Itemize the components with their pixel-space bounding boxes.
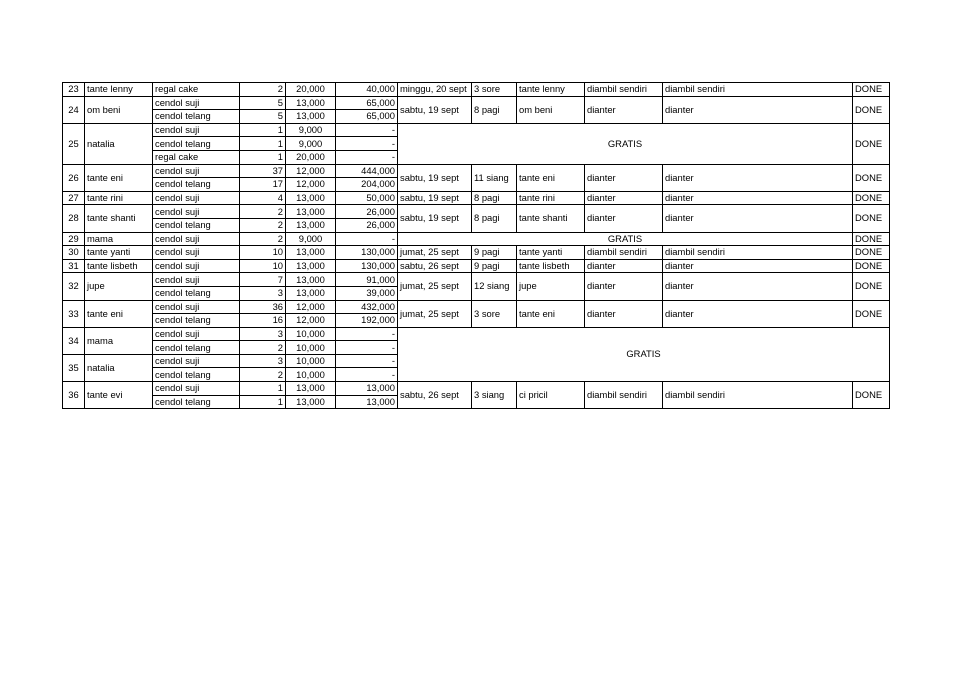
delivery-cell[interactable]: dianter — [663, 273, 853, 300]
time-cell[interactable]: 3 siang — [472, 382, 517, 409]
table-row — [63, 246, 890, 260]
delivery-cell[interactable]: dianter — [663, 300, 853, 327]
quantity-cell[interactable]: 3 — [240, 354, 286, 368]
table-row — [63, 191, 890, 205]
delivery-cell[interactable]: dianter — [585, 259, 663, 273]
delivery-cell[interactable]: dianter — [663, 191, 853, 205]
total-cell[interactable]: - — [336, 354, 398, 368]
price-cell[interactable]: 13,000 — [286, 218, 336, 232]
table-row — [63, 300, 890, 314]
total-cell[interactable]: 130,000 — [336, 246, 398, 260]
total-cell[interactable]: - — [336, 341, 398, 355]
delivery-cell[interactable]: dianter — [585, 191, 663, 205]
delivery-cell[interactable]: diambil sendiri — [585, 83, 663, 97]
table-row — [63, 273, 890, 287]
order-number-cell[interactable]: 30 — [63, 246, 85, 260]
price-cell[interactable]: 12,000 — [286, 164, 336, 178]
total-cell[interactable]: 26,000 — [336, 218, 398, 232]
customer-name-cell[interactable]: tante eni — [85, 300, 153, 327]
quantity-cell[interactable]: 1 — [240, 123, 286, 137]
order-number-cell[interactable]: 33 — [63, 300, 85, 327]
date-cell[interactable]: jumat, 25 sept — [398, 273, 472, 300]
table-row — [63, 205, 890, 219]
time-cell[interactable]: 3 sore — [472, 300, 517, 327]
table-row — [63, 83, 890, 97]
quantity-cell[interactable]: 17 — [240, 178, 286, 192]
customer-name-cell[interactable]: tante yanti — [85, 246, 153, 260]
product-cell[interactable]: cendol suji — [153, 96, 240, 110]
product-cell[interactable]: cendol suji — [153, 273, 240, 287]
quantity-cell[interactable]: 2 — [240, 218, 286, 232]
status-cell[interactable]: DONE — [853, 205, 890, 232]
product-cell[interactable]: cendol suji — [153, 382, 240, 396]
table-row — [63, 259, 890, 273]
customer-name-cell[interactable]: tante rini — [85, 191, 153, 205]
status-cell[interactable]: DONE — [853, 83, 890, 97]
delivery-cell[interactable]: dianter — [585, 273, 663, 300]
customer-name-cell[interactable]: om beni — [85, 96, 153, 123]
total-cell[interactable]: 26,000 — [336, 205, 398, 219]
quantity-cell[interactable]: 2 — [240, 368, 286, 382]
total-cell[interactable]: 65,000 — [336, 110, 398, 124]
product-cell[interactable]: cendol suji — [153, 246, 240, 260]
order-number-cell[interactable]: 26 — [63, 164, 85, 191]
quantity-cell[interactable]: 1 — [240, 137, 286, 151]
table-row — [63, 164, 890, 178]
price-cell[interactable]: 13,000 — [286, 395, 336, 409]
delivery-cell[interactable]: diambil sendiri — [663, 246, 853, 260]
price-cell[interactable]: 13,000 — [286, 259, 336, 273]
product-cell[interactable]: cendol suji — [153, 123, 240, 137]
order-number-cell[interactable]: 28 — [63, 205, 85, 232]
customer-name-cell[interactable]: tante lenny — [85, 83, 153, 97]
time-cell[interactable]: 8 pagi — [472, 191, 517, 205]
order-number-cell[interactable]: 24 — [63, 96, 85, 123]
total-cell[interactable]: 65,000 — [336, 96, 398, 110]
total-cell[interactable]: 40,000 — [336, 83, 398, 97]
quantity-cell[interactable]: 1 — [240, 150, 286, 164]
date-cell[interactable]: sabtu, 19 sept — [398, 191, 472, 205]
quantity-cell[interactable]: 2 — [240, 232, 286, 246]
delivery-cell[interactable]: diambil sendiri — [663, 83, 853, 97]
product-cell[interactable]: cendol suji — [153, 327, 240, 341]
product-cell[interactable]: cendol suji — [153, 191, 240, 205]
delivery-cell[interactable]: dianter — [585, 300, 663, 327]
status-cell[interactable]: DONE — [853, 232, 890, 246]
customer-name-cell[interactable]: natalia — [85, 354, 153, 381]
customer-name-cell[interactable]: tante evi — [85, 382, 153, 409]
quantity-cell[interactable]: 37 — [240, 164, 286, 178]
table-row — [63, 327, 890, 341]
order-number-cell[interactable]: 32 — [63, 273, 85, 300]
price-cell[interactable]: 20,000 — [286, 150, 336, 164]
status-cell[interactable]: DONE — [853, 273, 890, 300]
total-cell[interactable]: - — [336, 150, 398, 164]
total-cell[interactable]: 13,000 — [336, 395, 398, 409]
order-number-cell[interactable]: 35 — [63, 354, 85, 381]
table-row — [63, 382, 890, 396]
quantity-cell[interactable]: 10 — [240, 259, 286, 273]
delivery-cell[interactable]: diambil sendiri — [663, 382, 853, 409]
price-cell[interactable]: 10,000 — [286, 354, 336, 368]
product-cell[interactable]: cendol telang — [153, 341, 240, 355]
total-cell[interactable]: - — [336, 123, 398, 137]
order-number-cell[interactable]: 23 — [63, 83, 85, 97]
quantity-cell[interactable]: 5 — [240, 110, 286, 124]
gratis-cell[interactable]: GRATIS — [398, 327, 890, 381]
order-number-cell[interactable]: 36 — [63, 382, 85, 409]
receiver-cell[interactable]: tante rini — [517, 191, 585, 205]
price-cell[interactable]: 9,000 — [286, 232, 336, 246]
product-cell[interactable]: cendol suji — [153, 300, 240, 314]
date-cell[interactable]: sabtu, 19 sept — [398, 96, 472, 123]
total-cell[interactable]: 50,000 — [336, 191, 398, 205]
status-cell[interactable]: DONE — [853, 96, 890, 123]
total-cell[interactable]: 130,000 — [336, 259, 398, 273]
status-cell[interactable]: DONE — [853, 164, 890, 191]
delivery-cell[interactable]: dianter — [663, 259, 853, 273]
total-cell[interactable]: 204,000 — [336, 178, 398, 192]
table-row — [63, 232, 890, 246]
quantity-cell[interactable]: 1 — [240, 382, 286, 396]
order-number-cell[interactable]: 27 — [63, 191, 85, 205]
customer-name-cell[interactable]: mama — [85, 232, 153, 246]
total-cell[interactable]: 192,000 — [336, 314, 398, 328]
total-cell[interactable]: 444,000 — [336, 164, 398, 178]
quantity-cell[interactable]: 5 — [240, 96, 286, 110]
status-cell[interactable]: DONE — [853, 246, 890, 260]
quantity-cell[interactable]: 10 — [240, 246, 286, 260]
product-cell[interactable]: cendol suji — [153, 232, 240, 246]
table-row — [63, 123, 890, 137]
time-cell[interactable]: 12 siang — [472, 273, 517, 300]
status-cell[interactable]: DONE — [853, 259, 890, 273]
quantity-cell[interactable]: 36 — [240, 300, 286, 314]
time-cell[interactable]: 3 sore — [472, 83, 517, 97]
total-cell[interactable]: - — [336, 368, 398, 382]
receiver-cell[interactable]: tante lenny — [517, 83, 585, 97]
price-cell[interactable]: 10,000 — [286, 368, 336, 382]
quantity-cell[interactable]: 4 — [240, 191, 286, 205]
price-cell[interactable]: 13,000 — [286, 246, 336, 260]
date-cell[interactable]: minggu, 20 sept — [398, 83, 472, 97]
orders-table-body — [63, 83, 890, 409]
status-cell[interactable]: DONE — [853, 300, 890, 327]
quantity-cell[interactable]: 2 — [240, 341, 286, 355]
price-cell[interactable]: 12,000 — [286, 314, 336, 328]
customer-name-cell[interactable]: tante lisbeth — [85, 259, 153, 273]
date-cell[interactable]: sabtu, 26 sept — [398, 382, 472, 409]
product-cell[interactable]: cendol telang — [153, 286, 240, 300]
status-cell[interactable]: DONE — [853, 191, 890, 205]
receiver-cell[interactable]: ci pricil — [517, 382, 585, 409]
customer-name-cell[interactable]: tante shanti — [85, 205, 153, 232]
time-cell[interactable]: 11 siang — [472, 164, 517, 191]
price-cell[interactable]: 13,000 — [286, 382, 336, 396]
date-cell[interactable]: jumat, 25 sept — [398, 300, 472, 327]
table-row — [63, 96, 890, 110]
delivery-cell[interactable]: dianter — [663, 164, 853, 191]
product-cell[interactable]: cendol telang — [153, 368, 240, 382]
order-number-cell[interactable]: 29 — [63, 232, 85, 246]
product-cell[interactable]: cendol suji — [153, 259, 240, 273]
product-cell[interactable]: regal cake — [153, 150, 240, 164]
price-cell[interactable]: 13,000 — [286, 205, 336, 219]
time-cell[interactable]: 8 pagi — [472, 96, 517, 123]
price-cell[interactable]: 9,000 — [286, 123, 336, 137]
delivery-cell[interactable]: dianter — [663, 205, 853, 232]
receiver-cell[interactable]: tante yanti — [517, 246, 585, 260]
total-cell[interactable]: - — [336, 137, 398, 151]
price-cell[interactable]: 10,000 — [286, 341, 336, 355]
quantity-cell[interactable]: 1 — [240, 395, 286, 409]
receiver-cell[interactable]: om beni — [517, 96, 585, 123]
price-cell[interactable]: 13,000 — [286, 110, 336, 124]
price-cell[interactable]: 13,000 — [286, 273, 336, 287]
product-cell[interactable]: cendol suji — [153, 205, 240, 219]
delivery-cell[interactable]: diambil sendiri — [585, 382, 663, 409]
date-cell[interactable]: sabtu, 19 sept — [398, 164, 472, 191]
status-cell[interactable]: DONE — [853, 123, 890, 164]
date-cell[interactable]: sabtu, 26 sept — [398, 259, 472, 273]
order-number-cell[interactable]: 25 — [63, 123, 85, 164]
price-cell[interactable]: 10,000 — [286, 327, 336, 341]
product-cell[interactable]: cendol telang — [153, 395, 240, 409]
price-cell[interactable]: 12,000 — [286, 178, 336, 192]
total-cell[interactable]: 91,000 — [336, 273, 398, 287]
product-cell[interactable]: cendol suji — [153, 164, 240, 178]
product-cell[interactable]: cendol telang — [153, 314, 240, 328]
date-cell[interactable]: sabtu, 19 sept — [398, 205, 472, 232]
price-cell[interactable]: 20,000 — [286, 83, 336, 97]
price-cell[interactable]: 13,000 — [286, 191, 336, 205]
quantity-cell[interactable]: 3 — [240, 327, 286, 341]
product-cell[interactable]: cendol telang — [153, 218, 240, 232]
date-cell[interactable]: jumat, 25 sept — [398, 246, 472, 260]
delivery-cell[interactable]: diambil sendiri — [585, 246, 663, 260]
order-number-cell[interactable]: 31 — [63, 259, 85, 273]
delivery-cell[interactable]: dianter — [585, 164, 663, 191]
total-cell[interactable]: - — [336, 232, 398, 246]
product-cell[interactable]: cendol telang — [153, 137, 240, 151]
total-cell[interactable]: 39,000 — [336, 286, 398, 300]
price-cell[interactable]: 13,000 — [286, 286, 336, 300]
status-cell[interactable]: DONE — [853, 382, 890, 409]
delivery-cell[interactable]: dianter — [585, 96, 663, 123]
total-cell[interactable]: 432,000 — [336, 300, 398, 314]
receiver-cell[interactable]: jupe — [517, 273, 585, 300]
order-number-cell[interactable]: 34 — [63, 327, 85, 354]
quantity-cell[interactable]: 7 — [240, 273, 286, 287]
gratis-cell[interactable]: GRATIS — [398, 123, 853, 164]
orders-table — [62, 82, 890, 409]
customer-name-cell[interactable]: jupe — [85, 273, 153, 300]
delivery-cell[interactable]: dianter — [585, 205, 663, 232]
quantity-cell[interactable]: 16 — [240, 314, 286, 328]
quantity-cell[interactable]: 2 — [240, 205, 286, 219]
price-cell[interactable]: 13,000 — [286, 96, 336, 110]
customer-name-cell[interactable]: mama — [85, 327, 153, 354]
product-cell[interactable]: regal cake — [153, 83, 240, 97]
delivery-cell[interactable]: dianter — [663, 96, 853, 123]
product-cell[interactable]: cendol telang — [153, 178, 240, 192]
receiver-cell[interactable]: tante eni — [517, 300, 585, 327]
time-cell[interactable]: 8 pagi — [472, 205, 517, 232]
total-cell[interactable]: 13,000 — [336, 382, 398, 396]
receiver-cell[interactable]: tante eni — [517, 164, 585, 191]
product-cell[interactable]: cendol suji — [153, 354, 240, 368]
receiver-cell[interactable]: tante shanti — [517, 205, 585, 232]
quantity-cell[interactable]: 3 — [240, 286, 286, 300]
time-cell[interactable]: 9 pagi — [472, 246, 517, 260]
gratis-cell[interactable]: GRATIS — [398, 232, 853, 246]
receiver-cell[interactable]: tante lisbeth — [517, 259, 585, 273]
time-cell[interactable]: 9 pagi — [472, 259, 517, 273]
price-cell[interactable]: 9,000 — [286, 137, 336, 151]
price-cell[interactable]: 12,000 — [286, 300, 336, 314]
customer-name-cell[interactable]: tante eni — [85, 164, 153, 191]
product-cell[interactable]: cendol telang — [153, 110, 240, 124]
customer-name-cell[interactable]: natalia — [85, 123, 153, 164]
quantity-cell[interactable]: 2 — [240, 83, 286, 97]
total-cell[interactable]: - — [336, 327, 398, 341]
